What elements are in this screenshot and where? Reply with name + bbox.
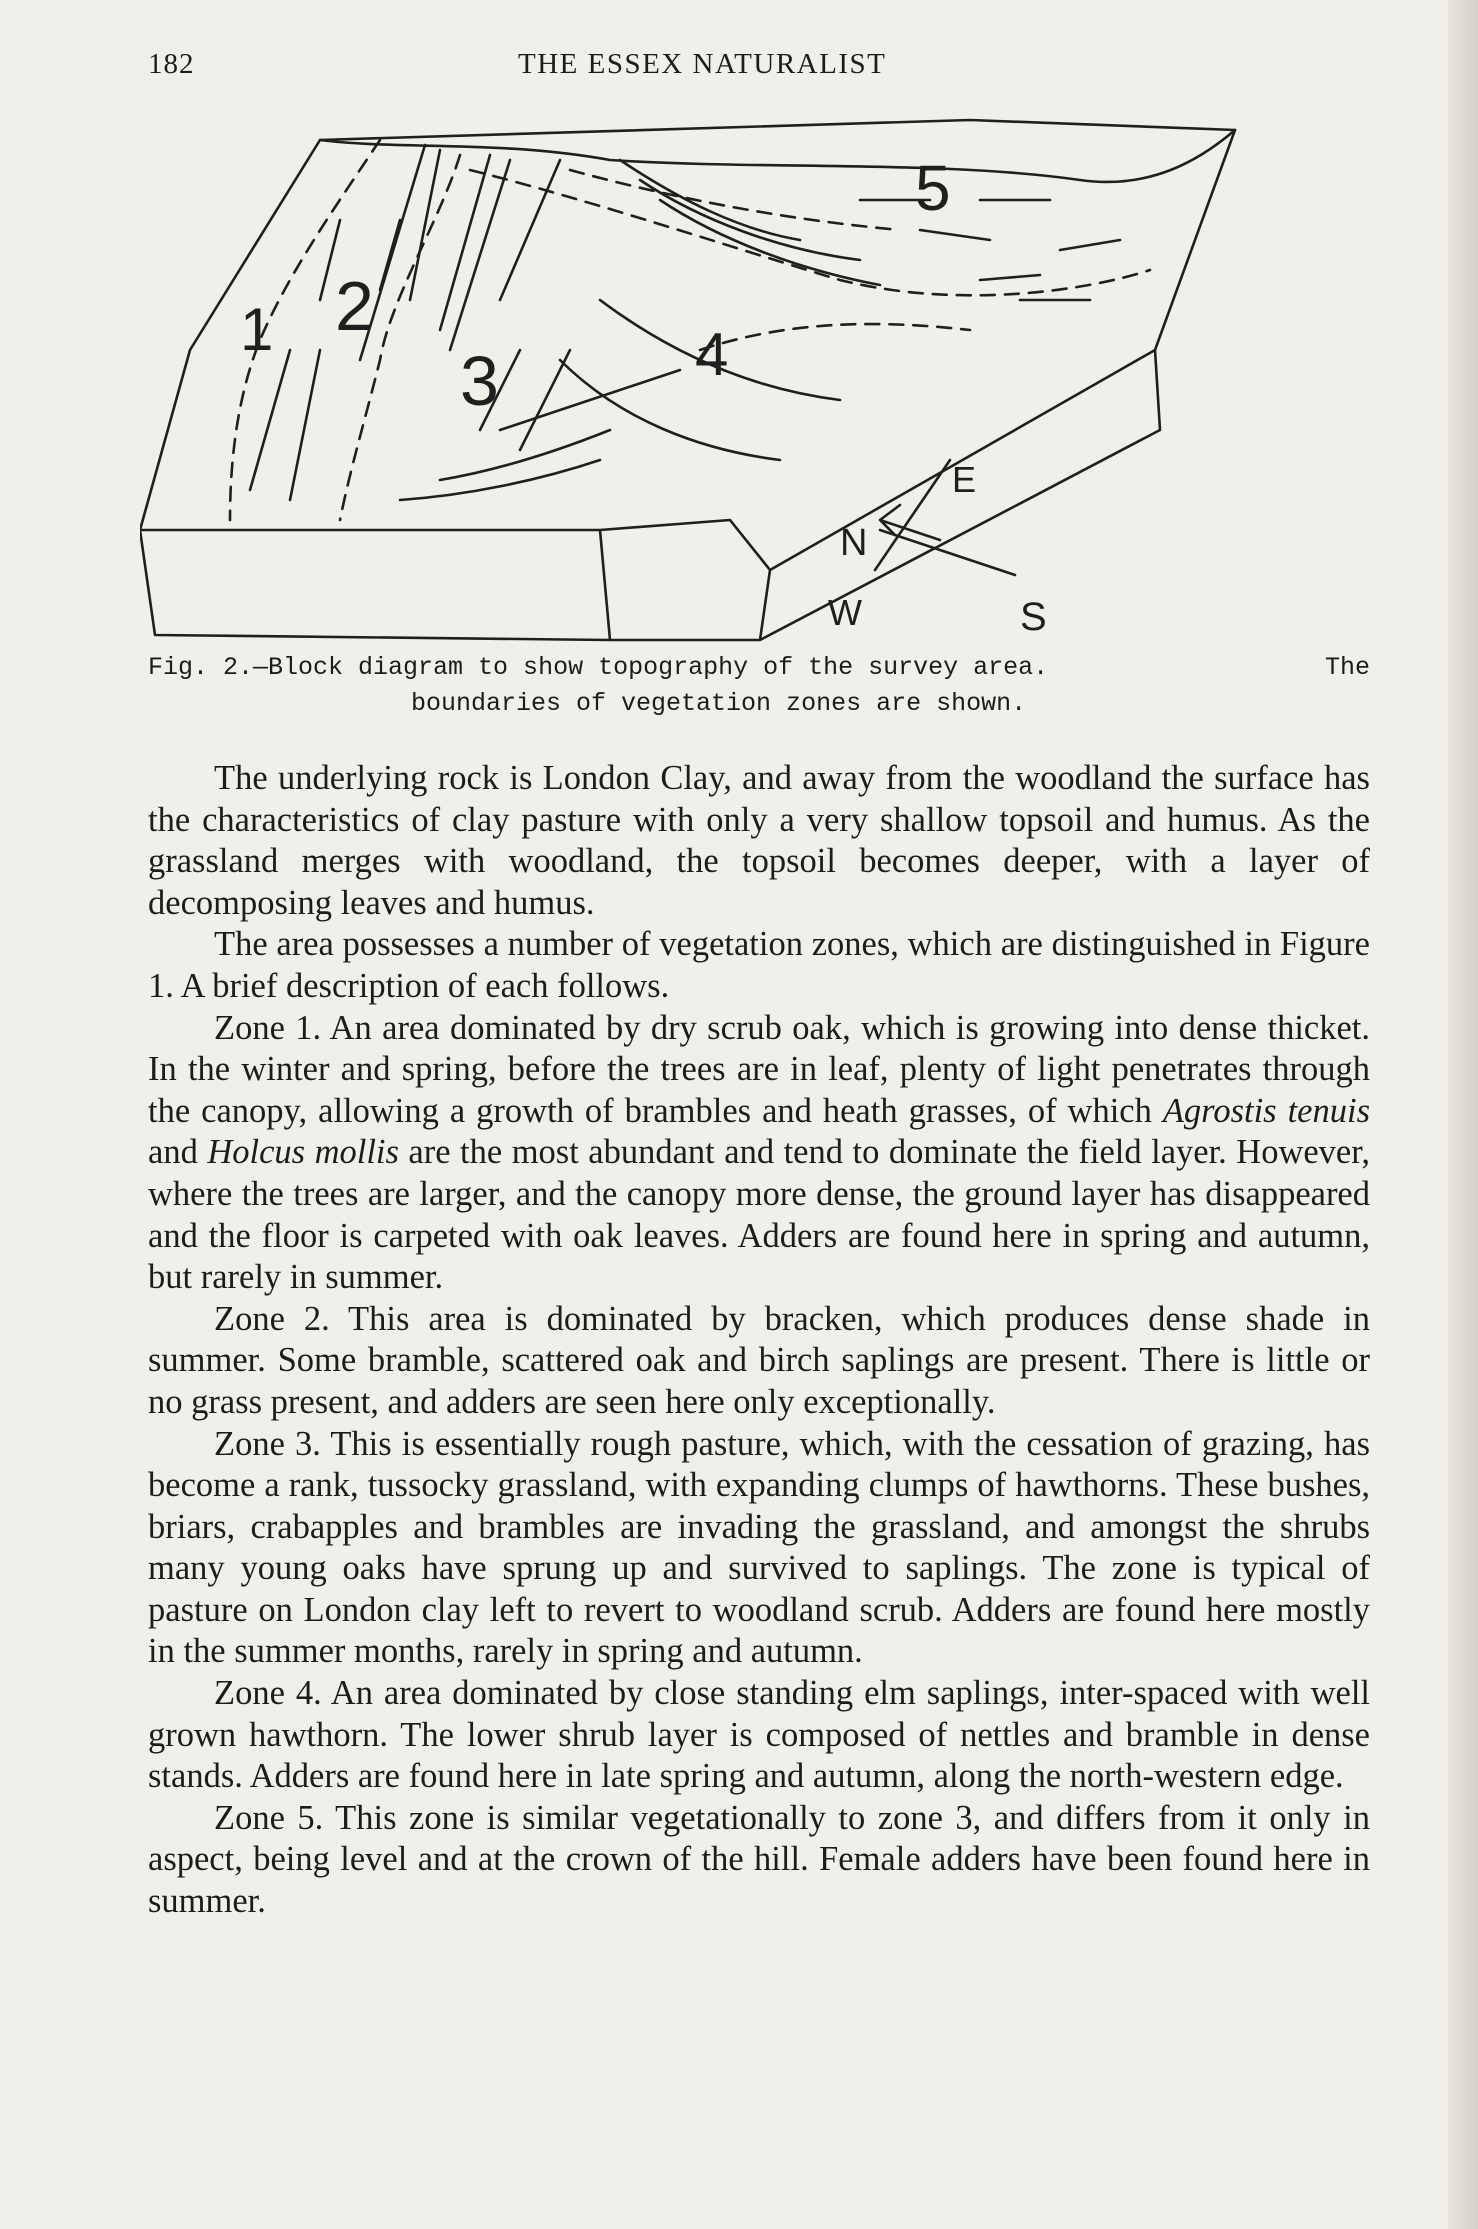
paragraph-zone-4: Zone 4. An area dominated by close standing elm saplings, inter-spaced with well grown hawthorn. The lower shrub layer is composed of nettles and bramble in dense stands. Adders are found here in late spring and autumn, along the north-western edge.: [148, 1674, 1370, 1796]
article-body: [148, 758, 1370, 1923]
caption-text-b: The: [1324, 653, 1370, 682]
hatch-line: [500, 370, 680, 430]
paragraph-zone-1: [148, 1008, 1370, 1299]
zone-boundary-3-5: [470, 170, 1150, 295]
paragraph-zone-5: Zone 5. This zone is similar vegetationally to zone 3, and differs from it only in aspect, being level and at the crown of the hill. Female adders have been found here in summer.: [148, 1798, 1370, 1921]
figure-caption: [148, 650, 1370, 722]
hatch-line: [290, 350, 320, 500]
hatch-line: [920, 230, 990, 240]
hatch-line: [500, 160, 560, 300]
compass-label-n: N: [840, 522, 868, 564]
page-number: 182: [148, 48, 195, 80]
zone-label-4: 4: [695, 321, 729, 388]
paragraph-zone-3: Zone 3. This is essentially rough pasture, which, with the cessation of grazing, has become a rank, tussocky grassland, with expanding clumps of hawthorns. These bushes, briars, crabapples and brambles are invading the grassland, and amongst the shrubs many young oaks have sprung up and survived to saplings. The zone is typical of pasture on London clay left to revert to woodland scrub. Adders are found here mostly in the summer months, rarely in spring and autumn.: [148, 1424, 1370, 1671]
zone-label-1: 1: [240, 296, 274, 363]
hatch-line: [520, 350, 570, 450]
compass-label-w: W: [828, 592, 862, 633]
zone-label-3: 3: [460, 342, 499, 420]
surface-top-edge: [320, 130, 1235, 182]
paragraph-zone-2: Zone 2. This area is dominated by bracken, which produces dense shade in summer. Some bramble, scattered oak and birch saplings are present. There is little or no grass present, and adders are seen here only exceptionally.: [148, 1299, 1370, 1421]
species-name: Holcus mollis: [207, 1133, 399, 1172]
compass-arrow: [880, 505, 940, 540]
compass-label-s: S: [1020, 595, 1047, 639]
page-header: [148, 48, 1368, 88]
zone-label-2: 2: [335, 267, 374, 345]
hatch-line: [380, 220, 400, 290]
zone-label-5: 5: [915, 152, 951, 224]
zone-1-text-a: Zone 1. An area dominated by dry scrub oak, which is growing into dense thicket. In the winter and spring, before the trees are in leaf, plenty of light penetrates through the canopy, allowing a growth of brambles and heath grasses, of which: [148, 1008, 1370, 1130]
hatch-line: [410, 150, 440, 300]
caption-text-a: Fig. 2.—Block diagram to show topography of the survey area.: [148, 653, 1049, 682]
block-diagram: [140, 100, 1380, 660]
hatch-line: [980, 275, 1040, 280]
page-edge-shadow: [1448, 0, 1478, 2229]
zone-boundary-3-4: [700, 324, 970, 350]
zone-1-text-c: are the most abundant and tend to dominate the field layer. However, where the trees are larger, and the canopy more dense, the ground layer has disappeared and the floor is carpeted with oak leaves. Adders are found here in spring and autumn, but rarely in summer.: [148, 1133, 1370, 1297]
hatch-line: [560, 360, 780, 460]
hatch-line: [250, 350, 290, 490]
block-diagram-figure: [140, 100, 1380, 660]
paragraph-zones-intro: The area possesses a number of vegetation zones, which are distinguished in Figure 1. A brief description of each follows.: [148, 925, 1370, 1005]
running-head: THE ESSEX NATURALIST: [518, 48, 887, 80]
species-name: Agrostis tenuis: [1162, 1091, 1370, 1130]
compass-label-e: E: [952, 459, 977, 500]
paragraph-geology: The underlying rock is London Clay, and away from the woodland the surface has the characteristics of clay pasture with only a very shallow topsoil and humus. As the grassland merges with woodland, the topsoil becomes deeper, with a layer of decomposing leaves and humus.: [148, 759, 1370, 922]
hatch-line: [1060, 240, 1120, 250]
zone-1-text-b: and: [148, 1133, 208, 1172]
caption-line-1: [148, 650, 1370, 686]
caption-line-2: boundaries of vegetation zones are shown.: [411, 689, 1027, 718]
